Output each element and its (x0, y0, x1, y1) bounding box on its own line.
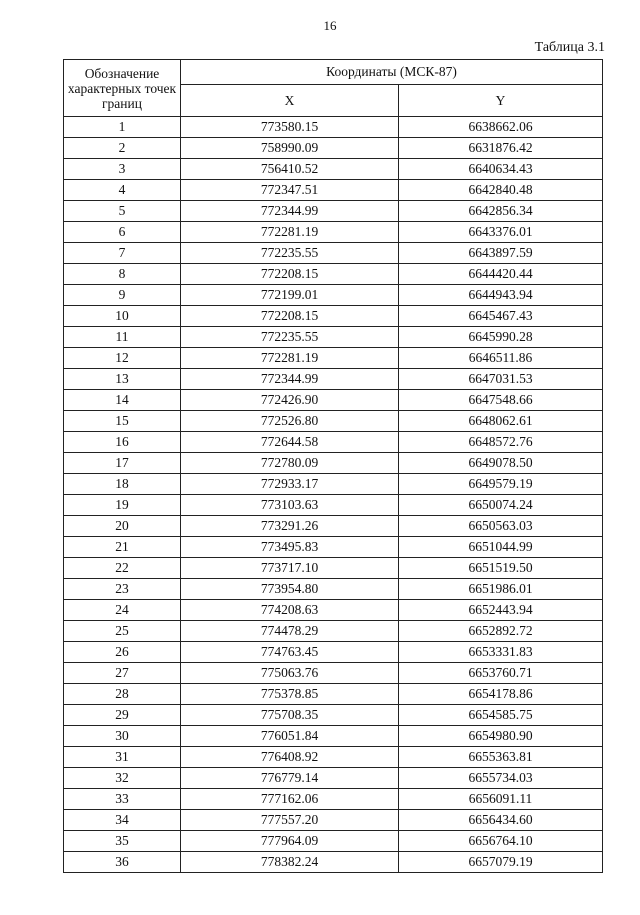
point-number-cell: 11 (64, 327, 181, 348)
header-point-label: Обозначение характерных точек границ (64, 60, 181, 117)
point-number-cell: 32 (64, 768, 181, 789)
table-row (64, 369, 603, 390)
table-row (64, 747, 603, 768)
y-coordinate-cell: 6655734.03 (399, 768, 603, 789)
x-coordinate-cell: 772644.58 (181, 432, 399, 453)
point-number-cell: 27 (64, 663, 181, 684)
table-row (64, 852, 603, 873)
table-row (64, 705, 603, 726)
point-number-cell: 10 (64, 306, 181, 327)
x-coordinate-cell: 773495.83 (181, 537, 399, 558)
header-coordinates-group: Координаты (МСК-87) (181, 60, 603, 85)
table-row (64, 516, 603, 537)
point-number-cell: 35 (64, 831, 181, 852)
y-coordinate-cell: 6644943.94 (399, 285, 603, 306)
table-row (64, 663, 603, 684)
header-y: Y (399, 85, 603, 117)
point-number-cell: 6 (64, 222, 181, 243)
point-number-cell: 28 (64, 684, 181, 705)
y-coordinate-cell: 6640634.43 (399, 159, 603, 180)
table-row (64, 411, 603, 432)
x-coordinate-cell: 774208.63 (181, 600, 399, 621)
point-number-cell: 22 (64, 558, 181, 579)
y-coordinate-cell: 6652443.94 (399, 600, 603, 621)
point-number-cell: 33 (64, 789, 181, 810)
x-coordinate-cell: 772208.15 (181, 264, 399, 285)
table-row (64, 579, 603, 600)
x-coordinate-cell: 776051.84 (181, 726, 399, 747)
y-coordinate-cell: 6656434.60 (399, 810, 603, 831)
x-coordinate-cell: 772235.55 (181, 243, 399, 264)
table-row (64, 180, 603, 201)
y-coordinate-cell: 6648572.76 (399, 432, 603, 453)
table-row (64, 222, 603, 243)
header-x: X (181, 85, 399, 117)
table-row (64, 243, 603, 264)
y-coordinate-cell: 6656764.10 (399, 831, 603, 852)
table-row (64, 558, 603, 579)
x-coordinate-cell: 773103.63 (181, 495, 399, 516)
table-body (64, 117, 603, 873)
table-row (64, 306, 603, 327)
x-coordinate-cell: 773580.15 (181, 117, 399, 138)
point-number-cell: 25 (64, 621, 181, 642)
x-coordinate-cell: 772426.90 (181, 390, 399, 411)
point-number-cell: 9 (64, 285, 181, 306)
y-coordinate-cell: 6642840.48 (399, 180, 603, 201)
table-row (64, 138, 603, 159)
x-coordinate-cell: 775063.76 (181, 663, 399, 684)
y-coordinate-cell: 6647548.66 (399, 390, 603, 411)
table-row (64, 327, 603, 348)
point-number-cell: 14 (64, 390, 181, 411)
y-coordinate-cell: 6653760.71 (399, 663, 603, 684)
x-coordinate-cell: 772281.19 (181, 222, 399, 243)
table-row (64, 726, 603, 747)
y-coordinate-cell: 6643376.01 (399, 222, 603, 243)
x-coordinate-cell: 774478.29 (181, 621, 399, 642)
y-coordinate-cell: 6631876.42 (399, 138, 603, 159)
x-coordinate-cell: 777964.09 (181, 831, 399, 852)
y-coordinate-cell: 6644420.44 (399, 264, 603, 285)
point-number-cell: 1 (64, 117, 181, 138)
table-row (64, 117, 603, 138)
y-coordinate-cell: 6638662.06 (399, 117, 603, 138)
point-number-cell: 15 (64, 411, 181, 432)
table-row (64, 537, 603, 558)
y-coordinate-cell: 6654178.86 (399, 684, 603, 705)
x-coordinate-cell: 772780.09 (181, 453, 399, 474)
point-number-cell: 7 (64, 243, 181, 264)
table-row (64, 600, 603, 621)
x-coordinate-cell: 775708.35 (181, 705, 399, 726)
x-coordinate-cell: 756410.52 (181, 159, 399, 180)
y-coordinate-cell: 6650074.24 (399, 495, 603, 516)
y-coordinate-cell: 6654585.75 (399, 705, 603, 726)
y-coordinate-cell: 6648062.61 (399, 411, 603, 432)
point-number-cell: 18 (64, 474, 181, 495)
table-row (64, 348, 603, 369)
y-coordinate-cell: 6651044.99 (399, 537, 603, 558)
x-coordinate-cell: 772208.15 (181, 306, 399, 327)
y-coordinate-cell: 6642856.34 (399, 201, 603, 222)
point-number-cell: 34 (64, 810, 181, 831)
table-row (64, 642, 603, 663)
y-coordinate-cell: 6647031.53 (399, 369, 603, 390)
table-row (64, 621, 603, 642)
point-number-cell: 23 (64, 579, 181, 600)
table-row (64, 285, 603, 306)
y-coordinate-cell: 6652892.72 (399, 621, 603, 642)
y-coordinate-cell: 6645990.28 (399, 327, 603, 348)
y-coordinate-cell: 6649579.19 (399, 474, 603, 495)
table-row (64, 495, 603, 516)
y-coordinate-cell: 6651986.01 (399, 579, 603, 600)
y-coordinate-cell: 6650563.03 (399, 516, 603, 537)
point-number-cell: 29 (64, 705, 181, 726)
table-row (64, 432, 603, 453)
table-row (64, 831, 603, 852)
x-coordinate-cell: 758990.09 (181, 138, 399, 159)
x-coordinate-cell: 774763.45 (181, 642, 399, 663)
point-number-cell: 4 (64, 180, 181, 201)
point-number-cell: 3 (64, 159, 181, 180)
y-coordinate-cell: 6657079.19 (399, 852, 603, 873)
point-number-cell: 17 (64, 453, 181, 474)
y-coordinate-cell: 6646511.86 (399, 348, 603, 369)
x-coordinate-cell: 772933.17 (181, 474, 399, 495)
y-coordinate-cell: 6649078.50 (399, 453, 603, 474)
y-coordinate-cell: 6645467.43 (399, 306, 603, 327)
table-row (64, 789, 603, 810)
point-number-cell: 2 (64, 138, 181, 159)
x-coordinate-cell: 772344.99 (181, 369, 399, 390)
point-number-cell: 5 (64, 201, 181, 222)
x-coordinate-cell: 776408.92 (181, 747, 399, 768)
point-number-cell: 24 (64, 600, 181, 621)
table-row (64, 768, 603, 789)
table-row (64, 684, 603, 705)
point-number-cell: 21 (64, 537, 181, 558)
x-coordinate-cell: 772235.55 (181, 327, 399, 348)
table-header-row (64, 60, 603, 85)
x-coordinate-cell: 772526.80 (181, 411, 399, 432)
table-row (64, 390, 603, 411)
point-number-cell: 12 (64, 348, 181, 369)
point-number-cell: 16 (64, 432, 181, 453)
y-coordinate-cell: 6655363.81 (399, 747, 603, 768)
y-coordinate-cell: 6653331.83 (399, 642, 603, 663)
point-number-cell: 26 (64, 642, 181, 663)
x-coordinate-cell: 773717.10 (181, 558, 399, 579)
x-coordinate-cell: 772199.01 (181, 285, 399, 306)
x-coordinate-cell: 773954.80 (181, 579, 399, 600)
y-coordinate-cell: 6656091.11 (399, 789, 603, 810)
point-number-cell: 20 (64, 516, 181, 537)
table-caption: Таблица 3.1 (534, 40, 605, 55)
point-number-cell: 30 (64, 726, 181, 747)
x-coordinate-cell: 777557.20 (181, 810, 399, 831)
table-row (64, 810, 603, 831)
point-number-cell: 8 (64, 264, 181, 285)
x-coordinate-cell: 775378.85 (181, 684, 399, 705)
x-coordinate-cell: 777162.06 (181, 789, 399, 810)
y-coordinate-cell: 6643897.59 (399, 243, 603, 264)
x-coordinate-cell: 772344.99 (181, 201, 399, 222)
table-row (64, 264, 603, 285)
table-row (64, 453, 603, 474)
x-coordinate-cell: 778382.24 (181, 852, 399, 873)
point-number-cell: 13 (64, 369, 181, 390)
table-row (64, 201, 603, 222)
point-number-cell: 36 (64, 852, 181, 873)
coordinates-table (63, 59, 603, 873)
x-coordinate-cell: 772281.19 (181, 348, 399, 369)
x-coordinate-cell: 772347.51 (181, 180, 399, 201)
table-row (64, 474, 603, 495)
point-number-cell: 31 (64, 747, 181, 768)
y-coordinate-cell: 6651519.50 (399, 558, 603, 579)
y-coordinate-cell: 6654980.90 (399, 726, 603, 747)
x-coordinate-cell: 776779.14 (181, 768, 399, 789)
point-number-cell: 19 (64, 495, 181, 516)
page-number: 16 (323, 18, 337, 33)
x-coordinate-cell: 773291.26 (181, 516, 399, 537)
table-row (64, 159, 603, 180)
